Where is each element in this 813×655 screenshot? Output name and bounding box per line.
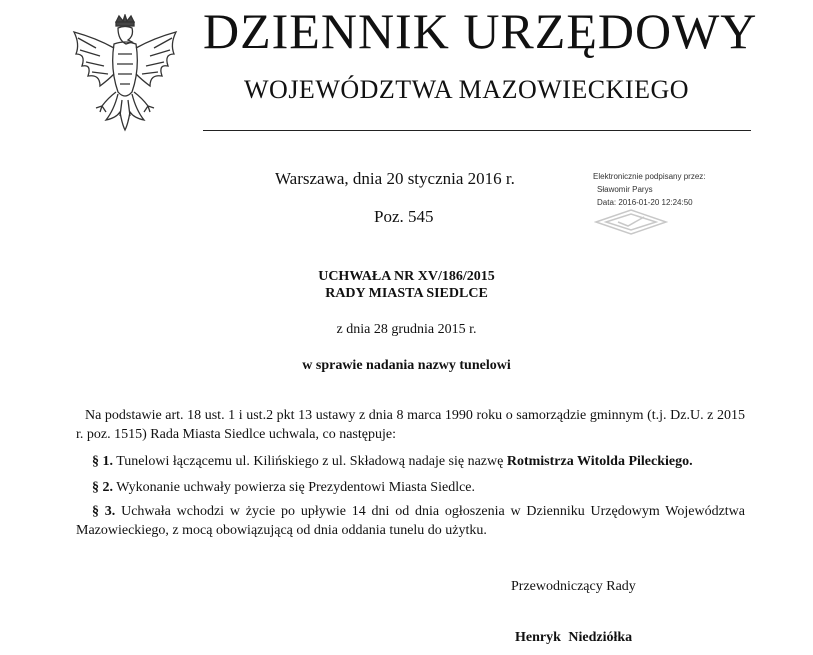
section-2-mark: § 2. bbox=[92, 480, 113, 495]
section-1-name: Rotmistrza Witolda Pileckiego. bbox=[506, 454, 693, 469]
chair-name: Henryk Niedziółka bbox=[515, 630, 633, 645]
signer-name: Sławomir Parys bbox=[597, 185, 653, 194]
resolution-council: RADY MIASTA SIEDLCE bbox=[325, 286, 488, 301]
section-2-paragraph bbox=[76, 478, 745, 497]
legal-basis-paragraph: Na podstawie art. 18 ust. 1 i ust.2 pkt 13 ustawy z dnia 8 marca 1990 roku o samorządzie gminnym (t.j. Dz.U. z 2015 r. poz. 1515) Rada Miasta Siedlce uchwala, co następuje: bbox=[76, 408, 745, 442]
section-3-mark: § 3. bbox=[92, 504, 116, 519]
resolution-title bbox=[0, 268, 813, 302]
signature-date: Data: 2016-01-20 12:24:50 bbox=[597, 198, 693, 207]
resolution-number: UCHWAŁA NR XV/186/2015 bbox=[318, 269, 495, 284]
journal-title: DZIENNIK URZĘDOWY bbox=[203, 3, 758, 59]
header-divider bbox=[203, 130, 751, 131]
signature-label: Elektronicznie podpisany przez: bbox=[593, 172, 706, 181]
section-1-text: Tunelowi łączącemu ul. Kilińskiego z ul. Składową nadaje się nazwę bbox=[113, 454, 507, 469]
section-1-paragraph bbox=[76, 452, 745, 471]
chair-title: Przewodniczący Rady bbox=[511, 579, 636, 594]
place-date: Warszawa, dnia 20 stycznia 2016 r. bbox=[275, 169, 515, 188]
section-3-text: Uchwała wchodzi w życie po upływie 14 dni od dnia ogłoszenia w Dzienniku Urzędowym Województwa Mazowieckiego, z mocą obowiązującą od dnia oddania tunelu do użytku. bbox=[76, 504, 745, 538]
position-number: Poz. 545 bbox=[374, 207, 434, 226]
section-2-text: Wykonanie uchwały powierza się Prezydentowi Miasta Siedlce. bbox=[113, 480, 476, 495]
resolution-subject: w sprawie nadania nazwy tunelowi bbox=[302, 358, 511, 373]
electronic-signature-block bbox=[593, 170, 773, 209]
section-3-paragraph bbox=[76, 502, 745, 540]
signature-check-icon bbox=[594, 208, 668, 236]
resolution-date: z dnia 28 grudnia 2015 r. bbox=[336, 322, 477, 337]
journal-subtitle: WOJEWÓDZTWA MAZOWIECKIEGO bbox=[244, 75, 690, 104]
section-1-mark: § 1. bbox=[92, 454, 113, 469]
polish-eagle-icon bbox=[66, 14, 184, 136]
